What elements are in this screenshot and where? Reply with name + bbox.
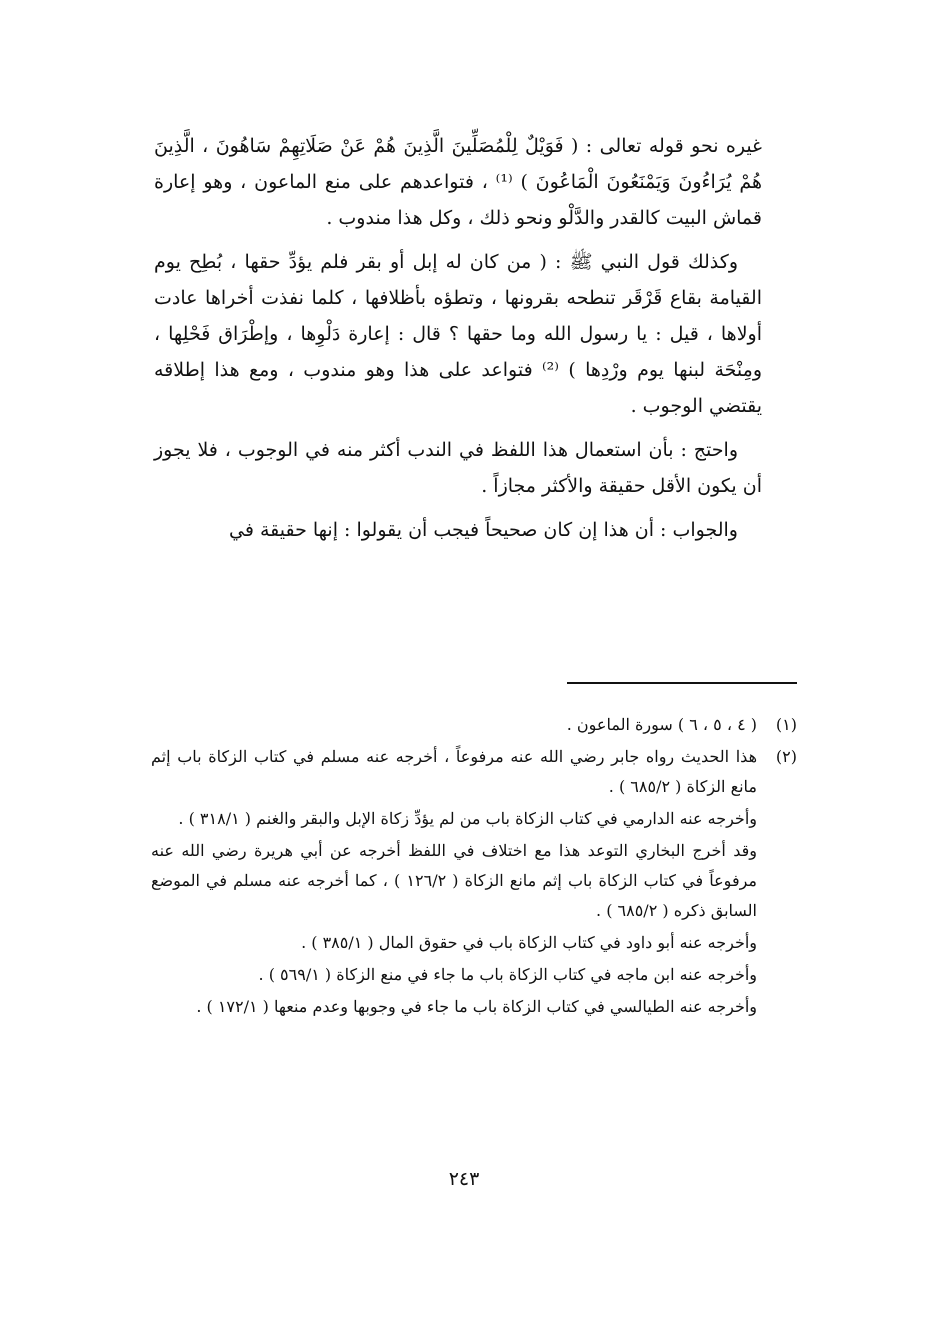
paragraph-hadith: وكذلك قول النبي ﷺ : ( من كان له إبل أو بقر فلم يؤدِّ حقها ، بُطِح يوم القيامة بقاع قَرْقَر تنطحه بقرونها ، وتطؤه بأظلافها ، كلما نفذت أخراها عادت أولاها ، قيل : يا رسول الله وما حقها ؟ قال : إعارة دَلْوِها ، وإطْرَاق فَحْلِها ، ومِنْحَة لبنها يوم ورْدِها ) ⁽²⁾ فتواعد على هذا وهو مندوب ، ومع هذا إطلاقه يقتضي الوجوب . bbox=[154, 251, 762, 417]
paragraph-answer: والجواب : أن هذا إن كان صحيحاً فيجب أن يقولوا : إنها حقيقة في bbox=[228, 519, 738, 541]
footnote-line: وأخرجه عنه الدارمي في كتاب الزكاة باب من لم يؤدِّ زكاة الإبل والبقر والغنم ( ٣١٨/١ ) . bbox=[178, 809, 757, 828]
footnote-line: وقد أخرج البخاري التوعد هذا مع اختلاف في اللفظ أخرجه عن أبي هريرة رضي الله عنه مرفوعاً في كتاب الزكاة باب إثم مانع الزكاة ( ١٢٦/٢ ) ، كما أخرجه عنه مسلم في الموضع السابق ذكره ( ٦٨٥/٢ ) . bbox=[151, 841, 757, 920]
footnotes-section bbox=[151, 710, 797, 1024]
footnote-2 bbox=[151, 742, 797, 1024]
footnote-line: هذا الحديث رواه جابر رضي الله عنه مرفوعاً ، أخرجه عنه مسلم في كتاب الزكاة باب إثم مانع الزكاة ( ٦٨٥/٢ ) . bbox=[151, 747, 757, 796]
footnote-1 bbox=[151, 710, 797, 742]
paragraph-argument: واحتج : بأن استعمال هذا اللفظ في الندب أكثر منه في الوجوب ، فلا يجوز أن يكون الأقل حقيقة والأكثر مجازاً . bbox=[154, 439, 762, 497]
footnote-body bbox=[151, 742, 757, 1024]
footnote-divider bbox=[567, 682, 797, 684]
footnote-line: وأخرجه عنه الطيالسي في كتاب الزكاة باب ما جاء في وجوبها وعدم منعها ( ١٧٢/١ ) . bbox=[196, 997, 757, 1016]
footnote-line: وأخرجه عنه ابن ماجه في كتاب الزكاة باب ما جاء في منع الزكاة ( ٥٦٩/١ ) . bbox=[258, 965, 757, 984]
main-text-body bbox=[154, 128, 762, 556]
footnote-number: (١) bbox=[775, 715, 797, 734]
page-number: ٢٤٣ bbox=[448, 1168, 480, 1190]
footnote-body bbox=[151, 710, 757, 742]
footnote-line: وأخرجه عنه أبو داود في كتاب الزكاة باب في حقوق المال ( ٣٨٥/١ ) . bbox=[301, 933, 757, 952]
footnote-line: ( ٤ ، ٥ ، ٦ ) سورة الماعون . bbox=[566, 715, 757, 734]
footnote-number: (٢) bbox=[775, 747, 797, 766]
paragraph-quran-verse: غيره نحو قوله تعالى : ( فَوَيْلٌ لِلْمُصَلِّينَ الَّذِينَ هُمْ عَنْ صَلَاتِهِمْ سَاهُونَ ، الَّذِينَ هُمْ يُرَاءُونَ وَيَمْنَعُونَ الْمَاعُونَ ) ⁽¹⁾ ، فتواعدهم على منع الماعون ، وهو إعارة قماش البيت كالقدر والدَّلْو ونحو ذلك ، وكل هذا مندوب . bbox=[154, 135, 762, 229]
